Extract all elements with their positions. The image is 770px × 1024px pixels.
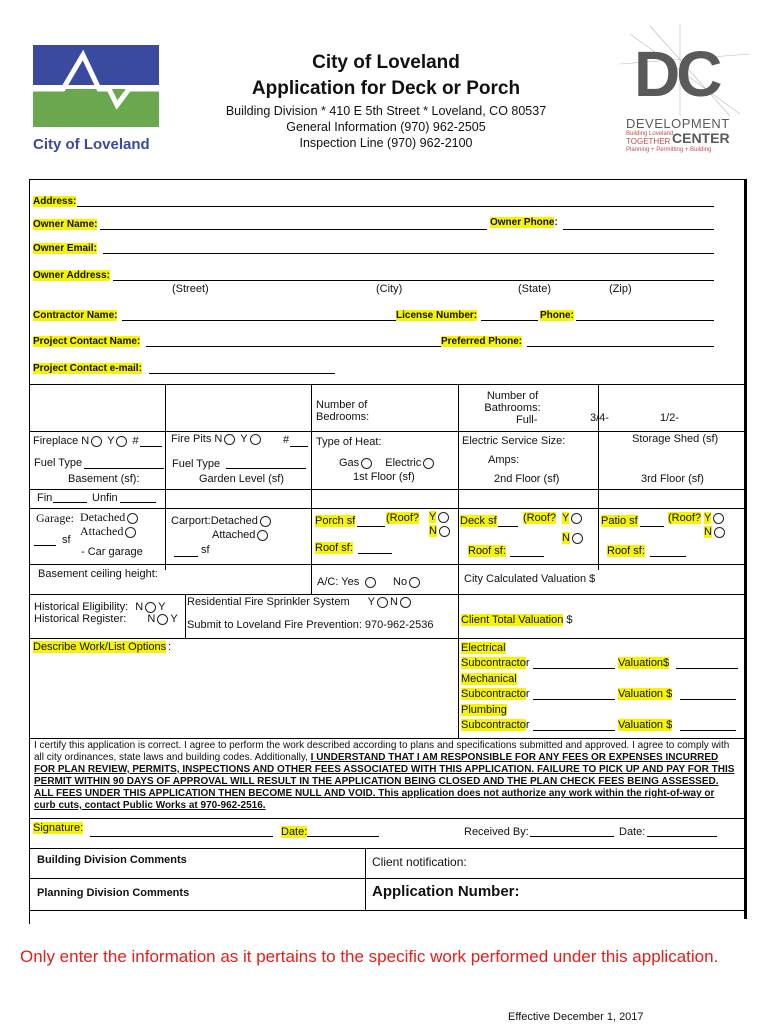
received-date-label: Date: [619,826,646,838]
owner-name-field[interactable] [100,229,487,230]
carport-attached-label: Attached [212,529,256,541]
electrical-subcontractor-label: Subcontracto [461,657,526,669]
city-logo-graphic [33,45,159,127]
mechanical-subcontractor-field[interactable] [533,699,615,700]
client-total-valuation-label: Client Total Valuation [461,614,564,626]
fireplace-y-label: Y [107,435,115,447]
unfin-field[interactable] [120,502,156,503]
third-floor-label: 3rd Floor (sf) [641,473,704,485]
owner-phone-field[interactable] [563,229,714,230]
contractor-name-field[interactable] [122,320,396,321]
received-by-field[interactable] [530,836,614,837]
patio-roof-n-checkbox[interactable] [714,527,725,538]
electric-checkbox[interactable] [423,458,434,469]
plumbing-subcontractor-r: r [525,719,530,731]
license-number-field[interactable] [481,320,538,321]
second-floor-label: 2nd Floor (sf) [494,473,560,485]
carport-sf-label: sf [201,544,210,556]
garage-detached-label: Detached [80,510,126,524]
garage-attached-label: Attached [80,524,124,538]
electrical-valuation-field[interactable] [676,668,738,669]
preferred-phone-field[interactable] [527,346,714,347]
deck-sf-field[interactable] [498,526,518,527]
owner-phone-label: Owner Phone [490,217,555,228]
electrical-subcontractor-r: r [525,657,530,669]
describe-work-field[interactable] [34,655,454,735]
deck-roof-sf-label: Roof sf: [468,545,506,557]
date-label: Date: [281,826,308,838]
certification-responsibility: I UNDERSTAND THAT I AM RESPONSIBLE FOR ANY FEES OR EXPENSES INCURRED FOR PLAN REVIEW, PERMITS, INSPECTIONS AND OTHER FEES ASSOCIATED WITH THIS APPLICATION. FAILURE TO PICK UP AND PAY FOR THIS PERMIT WITHIN 90 DAYS OF APPROVAL WILL RESULT IN THE APPLICATION BEING CLOSED AND THE PLAN CHECK FEES BEING ASSESSED. ALL FEES UNDER THIS APPLICATION THEN BECOME NULL AND VOID. [34,752,735,799]
city-logo-text: City of Loveland [33,136,150,153]
electric-service-label: Electric Service Size: [462,435,566,447]
owner-phone-colon: : [554,217,558,228]
fin-field[interactable] [53,502,87,503]
carport-detached-checkbox[interactable] [260,516,271,527]
garage-detached-checkbox[interactable] [127,513,138,524]
ac-yes-checkbox[interactable] [365,577,376,588]
application-number-label: Application Number: [372,883,520,900]
basement-ceiling-label: Basement ceiling height: [38,568,158,580]
dc-letters: DC [634,38,719,110]
type-of-heat-label: Type of Heat: [316,436,382,448]
patio-sf-field[interactable] [640,526,664,527]
gas-checkbox[interactable] [361,458,372,469]
deck-sf-label: Deck sf [460,515,497,527]
mechanical-subcontractor-r: r [525,688,530,700]
plumbing-valuation-field[interactable] [680,730,736,731]
page-title: Application for Deck or Porch [251,78,521,99]
client-total-dollar: $ [566,614,573,626]
historical-eligibility-y-label: Y [158,601,166,613]
electrical-subcontractor-field[interactable] [533,668,615,669]
address-line: Building Division * 410 E 5th Street * Loveland, CO 80537 [225,104,547,118]
deck-roof-n-checkbox[interactable] [572,533,583,544]
historical-register-y-label: Y [170,613,178,625]
deck-roof-label: (Roof? [523,512,557,524]
development-center-logo [620,24,750,154]
dc-tag-bottom: TOGETHER [626,137,671,146]
received-by-label: Received By: [464,826,529,838]
mechanical-subcontractor-label: Subcontracto [461,688,526,700]
historical-register-n-checkbox[interactable] [157,614,168,625]
fire-pits-count-label: # [283,434,290,446]
historical-eligibility-n-label: N [135,601,144,613]
owner-address-label: Owner Address: [33,270,110,281]
contractor-name-label: Contractor Name: [33,310,118,321]
fireplace-n-checkbox[interactable] [91,436,102,447]
patio-roof-y-label: Y [704,512,712,524]
street-label: (Street) [172,283,209,295]
fireplace-count-field[interactable] [140,446,162,447]
historical-register-label: Historical Register: [34,613,127,625]
deck-roof-y-checkbox[interactable] [571,513,582,524]
patio-roof-sf-field[interactable] [650,556,686,557]
half-label: 1/2- [660,412,679,424]
describe-colon: : [168,641,172,653]
basement-sf-label: Basement (sf): [68,473,140,485]
sprinkler-y-label: Y [367,596,375,608]
dc-tag-top: Building Loveland [626,131,674,137]
fin-label: Fin [37,492,53,504]
first-floor-label: 1st Floor (sf) [353,471,415,483]
license-number-label: License Number: [396,310,478,321]
city-title: City of Loveland [312,52,460,73]
porch-roof-y-label: Y [429,511,437,523]
describe-work-label: Describe Work/List Options [33,641,167,653]
project-email-field[interactable] [149,373,335,374]
general-info-line: General Information (970) 962-2505 [286,120,486,134]
received-date-field[interactable] [647,836,717,837]
contractor-phone-label: Phone: [540,310,574,321]
porch-roof-sf-field[interactable] [358,553,392,554]
client-notification-label: Client notification: [372,855,467,869]
plumbing-subcontractor-field[interactable] [533,730,615,731]
ac-yes-label: A/C: Yes [317,576,360,588]
planning-comments-label: Planning Division Comments [37,887,190,899]
dc-slogan: Planning + Permitting + Building [626,147,712,153]
fuel-type-field-2[interactable] [226,468,306,469]
fire-pits-count-field[interactable] [290,446,308,447]
electric-label: Electric [385,457,422,469]
city-logo [33,45,159,155]
storage-shed-label: Storage Shed (sf) [632,433,719,445]
fire-pits-y-checkbox[interactable] [250,434,261,445]
full-label: Full- [516,414,538,426]
fireplace-y-checkbox[interactable] [116,436,127,447]
historical-register-n-label: N [147,613,156,625]
amps-label: Amps: [488,454,520,466]
dc-name: DEVELOPMENT [626,116,730,131]
patio-roof-y-checkbox[interactable] [713,513,724,524]
fire-pits-label: Fire Pits N [171,433,223,445]
contractor-phone-field[interactable] [576,320,714,321]
effective-date: Effective December 1, 2017 [508,1011,644,1023]
certification-text [34,740,736,812]
historical-eligibility-n-checkbox[interactable] [145,602,156,613]
fireplace-count-label: # [132,435,139,447]
patio-roof-n-label: N [704,526,712,538]
form-right-shadow [744,179,747,919]
fireplace-label: Fireplace N [33,435,90,447]
city-valuation-label: City Calculated Valuation $ [464,573,596,585]
project-contact-field[interactable] [146,346,441,347]
plumbing-subcontractor-label: Subcontracto [461,719,526,731]
patio-sf-label: Patio sf [601,515,638,527]
state-label: (State) [518,283,552,295]
three-quarter-label: 3/4- [590,412,609,424]
fuel-type-field[interactable] [84,468,164,469]
certification-plain: I certify this application is correct. I agree to perform the work described according to plans and specifications submitted and approved. I agree to comply with all city ordinances, state laws and building codes. Additionally, [34,740,730,763]
owner-email-label: Owner Email: [33,243,97,254]
certification-right-of-way: This application does not authorize any work within the right-of-way or curb cuts, contact Public Works at 970-962-2516. [34,788,715,811]
deck-roof-n-label: N [562,532,570,544]
bedrooms-label: Number of Bedrooms: [316,399,370,423]
porch-roof-n-label: N [429,525,437,537]
zip-label: (Zip) [609,283,632,295]
garage-label: Garage: [36,511,74,525]
ac-no-label: No [393,576,408,588]
garage-attached-checkbox[interactable] [125,527,136,538]
mechanical-label: Mechanical [461,673,517,685]
date-field[interactable] [307,836,379,837]
porch-roof-sf-label: Roof sf: [315,542,353,554]
deck-roof-sf-field[interactable] [510,556,544,557]
plumbing-label: Plumbing [461,704,507,716]
garage-sf-label: sf [62,534,71,546]
porch-sf-label: Porch sf [315,515,356,527]
inspection-line: Inspection Line (970) 962-2100 [299,136,473,150]
fuel-type-label: Fuel Type [34,457,83,469]
project-contact-label: Project Contact Name: [33,336,141,347]
car-garage-label: - Car garage [81,546,143,558]
porch-roof-n-checkbox[interactable] [439,526,450,537]
carport-sf-field[interactable] [174,556,198,557]
electrical-label: Electrical [461,642,506,654]
fire-pits-y-label: Y [240,433,248,445]
project-email-label: Project Contact e-mail: [33,363,142,374]
garden-level-label: Garden Level (sf) [199,473,284,485]
porch-sf-field[interactable] [357,526,385,527]
building-comments-label: Building Division Comments [37,854,187,866]
address-field[interactable] [77,206,714,207]
sprinkler-y-checkbox[interactable] [377,597,388,608]
sprinkler-n-checkbox[interactable] [400,597,411,608]
sprinkler-label: Residential Fire Sprinkler System [187,596,350,608]
signature-label: Signature: [33,822,84,834]
garage-sf-field[interactable] [34,545,56,546]
bathrooms-label: Number of Bathrooms: [484,390,541,414]
patio-roof-label: (Roof? [668,512,702,524]
unfin-label: Unfin [92,492,118,504]
mechanical-valuation-field[interactable] [680,699,736,700]
preferred-phone-label: Preferred Phone: [441,336,523,347]
porch-roof-label: (Roof? [386,512,420,524]
gas-label: Gas [339,457,360,469]
patio-roof-sf-label: Roof sf: [607,545,645,557]
dc-center: CENTER [672,130,730,146]
mechanical-valuation-label: Valuation $ [618,688,673,700]
submit-fire-label: Submit to Loveland Fire Prevention: 970-962-2536 [187,619,434,631]
sprinkler-n-label: N [389,596,398,608]
carport-detached-label: Carport:Detached [171,515,258,527]
carport-attached-checkbox[interactable] [257,530,268,541]
deck-roof-y-label: Y [562,512,570,524]
fuel-type-label-2: Fuel Type [172,458,221,470]
owner-name-label: Owner Name: [33,219,98,230]
electrical-valuation-label: Valuation$ [618,657,670,669]
historical-eligibility-label: Historical Eligibility: [34,601,129,613]
address-label: Address: [33,196,77,207]
notice-text: Only enter the information as it pertains to the specific work performed under this application. [20,947,719,966]
owner-email-field[interactable] [103,253,714,254]
city-label: (City) [376,283,403,295]
ac-no-checkbox[interactable] [409,577,420,588]
signature-field[interactable] [90,836,273,837]
plumbing-valuation-label: Valuation $ [618,719,673,731]
owner-address-field[interactable] [113,280,714,281]
porch-roof-y-checkbox[interactable] [438,512,449,523]
fire-pits-n-checkbox[interactable] [224,434,235,445]
